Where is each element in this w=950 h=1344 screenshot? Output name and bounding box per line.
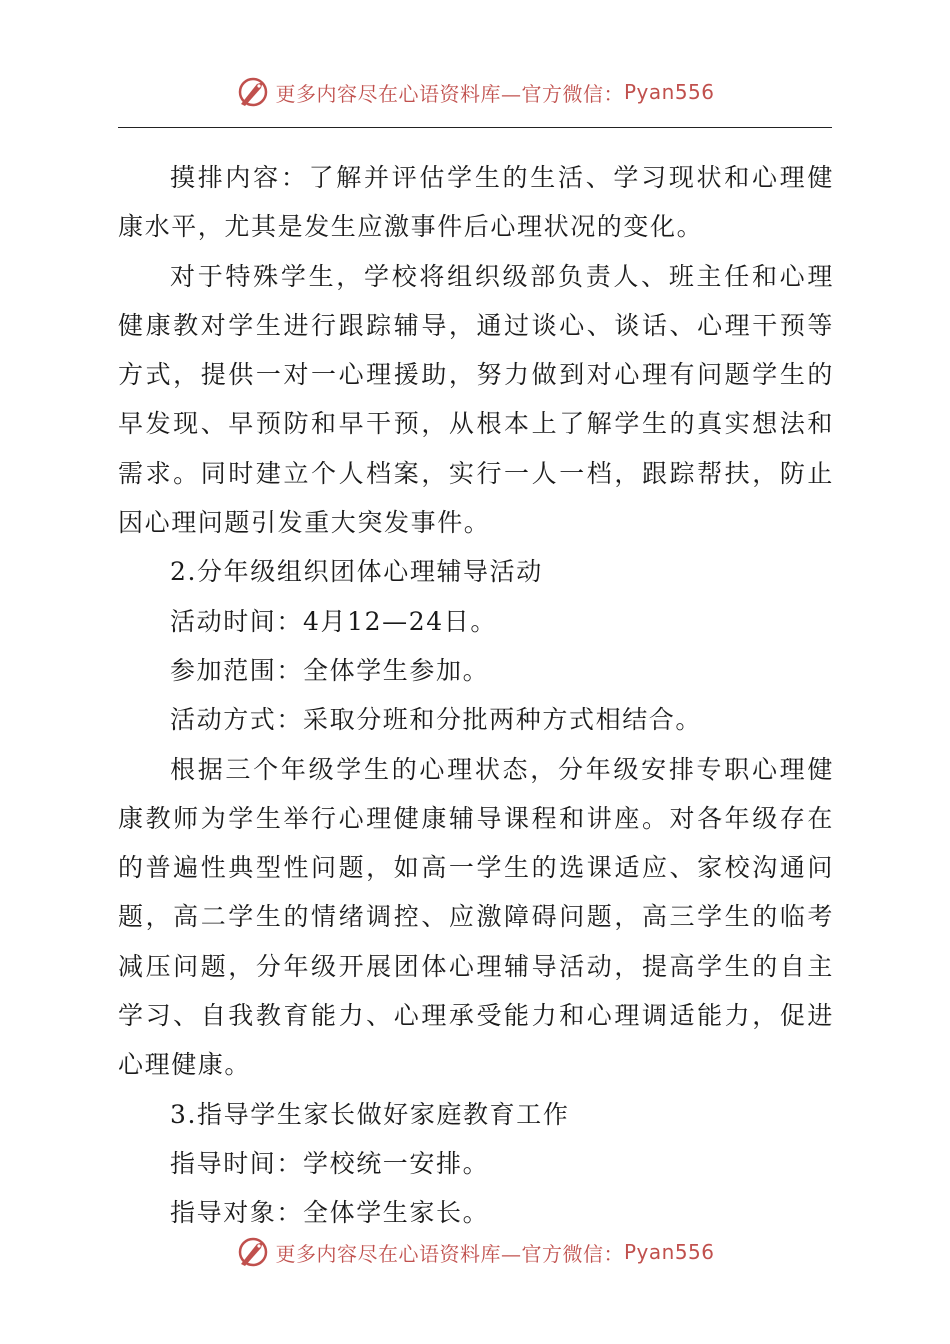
paragraph: 活动方式：采取分班和分批两种方式相结合。 [170,705,703,735]
paragraph: 参加范围：全体学生参加。 [170,655,490,685]
header-watermark [0,72,950,112]
section-heading: 2.分年级组织团体心理辅导活动 [170,557,543,587]
pen-nib-logo-icon [235,1234,271,1270]
paragraph: 根据三个年级学生的心理状态，分年级安排专职心理健康教师为学生举行心理健康辅导课程和讲座。对各年级存在的普遍性典型性问题，如高一学生的选课适应、家校沟通问题，高二学生的情绪调控、应激障碍问题，高三学生的临考减压问题，分年级开展团体心理辅导活动，提高学生的自主学习、自我教育能力、心理承受能力和心理调适能力，促进心理健康。 [118,754,834,1080]
watermark-wechat-id: Pyan556 [623,80,715,104]
watermark-site-text: 更多内容尽在心语资料库—官方微信： [275,1241,624,1266]
paragraph: 活动时间：4月12—24日。 [170,606,497,636]
header-rule [118,127,832,128]
paragraph: 对于特殊学生，学校将组织级部负责人、班主任和心理健康教对学生进行跟踪辅导，通过谈心、谈话、心理干预等方式，提供一对一心理援助，努力做到对心理有问题学生的早发现、早预防和早干预，从根本上了解学生的真实想法和需求。同时建立个人档案，实行一人一档，跟踪帮扶，防止因心理问题引发重大突发事件。 [118,261,834,538]
section-heading: 3.指导学生家长做好家庭教育工作 [170,1099,570,1129]
paragraph: 摸排内容：了解并评估学生的生活、学习现状和心理健康水平，尤其是发生应激事件后心理状况的变化。 [118,163,834,242]
document-body [118,153,834,1238]
pen-nib-logo-icon [235,74,271,110]
footer-watermark [0,1232,950,1272]
paragraph: 指导对象：全体学生家长。 [170,1198,490,1228]
watermark-wechat-id: Pyan556 [623,1240,715,1264]
paragraph: 指导时间：学校统一安排。 [170,1148,490,1178]
watermark-site-text: 更多内容尽在心语资料库—官方微信： [275,81,624,106]
